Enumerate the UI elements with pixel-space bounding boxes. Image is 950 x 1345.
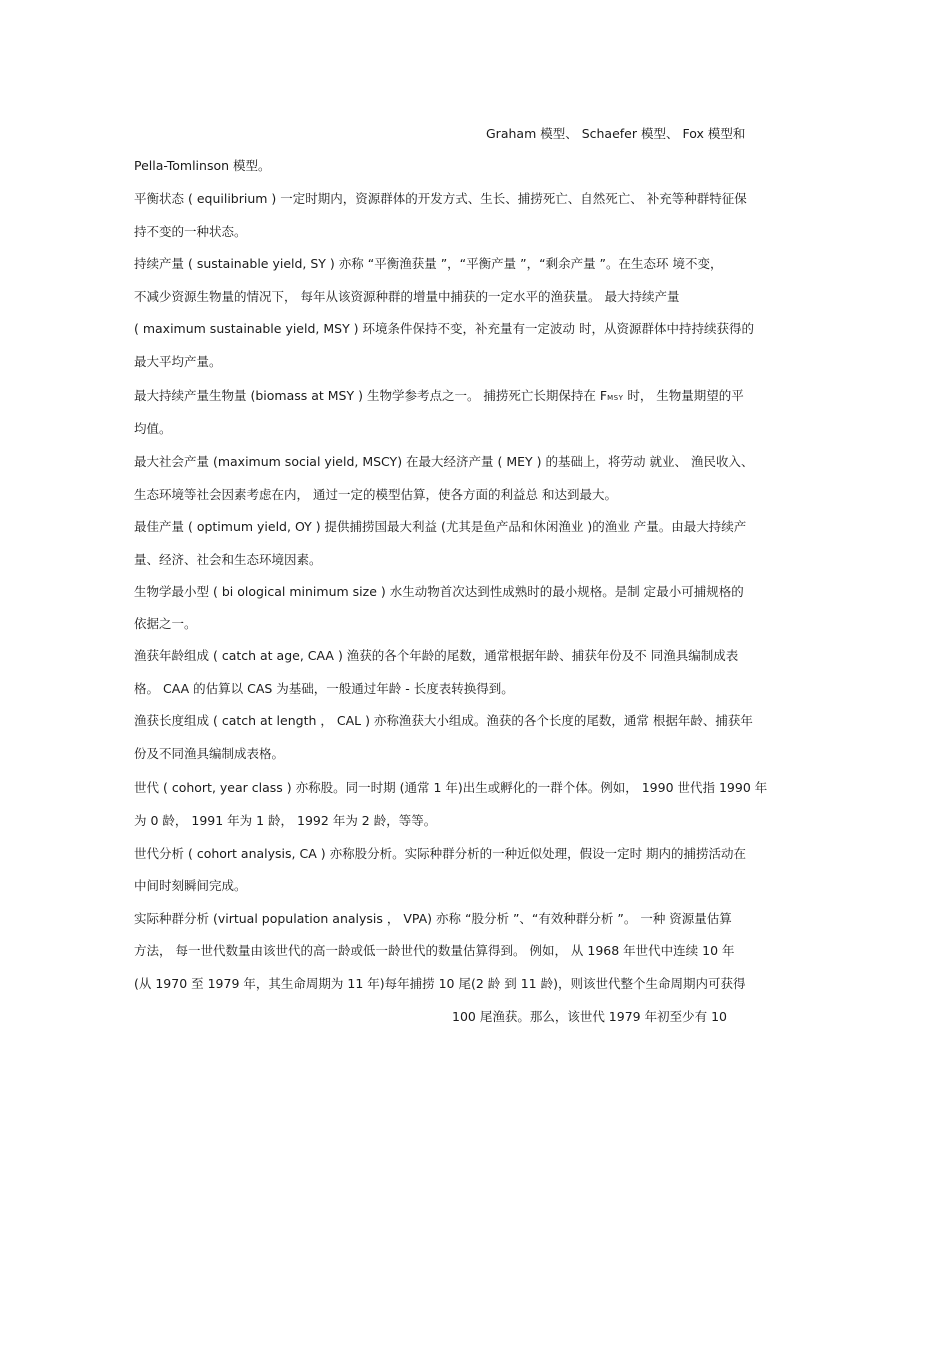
term-cohort: 世代 ( cohort, year class ) 亦称股。同一时期 (通常 1 年)出生或孵化的一群个体。例如， 1990 世代指 1990 年 — [134, 780, 768, 795]
term-sustainable-yield: 持续产量 ( sustainable yield, SY ) 亦称 “平衡渔获量 ”，“平衡产量 ”，“剩余产量 ”。在生态环 境不变， — [134, 256, 723, 271]
text-line: 依据之一。 — [134, 616, 197, 631]
text-line: 不减少资源生物量的情况下， 每年从该资源种群的增量中捕获的一定水平的渔获量。 最大持续产量 — [134, 289, 680, 304]
term-optimum-yield: 最佳产量 ( optimum yield, OY ) 提供捕捞国最大利益 (尤其是鱼产品和休闲渔业 )的渔业 产量。由最大持续产 — [134, 519, 747, 534]
text-line: 持不变的一种状态。 — [134, 224, 247, 239]
term-biomass-at-msy — [134, 388, 824, 406]
term-mscy: 最大社会产量 (maximum social yield, MSCY) 在最大经济产量 ( MEY ) 的基础上，将劳动 就业、 渔民收入、 — [134, 454, 754, 469]
text-line: 量、经济、社会和生态环境因素。 — [134, 552, 322, 567]
text-line: 份及不同渔具编制成表格。 — [134, 746, 285, 761]
text-line: 生态环境等社会因素考虑在内， 通过一定的模型估算，使各方面的利益总 和达到最大。 — [134, 487, 617, 502]
text-line: 100 尾渔获。那么，该世代 1979 年初至少有 10 — [452, 1009, 727, 1024]
term-biological-minimum-size: 生物学最小型 ( bi ological minimum size ) 水生动物首次达到性成熟时的最小规格。是制 定最小可捕规格的 — [134, 584, 744, 599]
text-line: 格。 CAA 的估算以 CAS 为基础，一般通过年龄 - 长度表转换得到。 — [134, 681, 514, 696]
term-caa: 渔获年龄组成 ( catch at age, CAA ) 渔获的各个年龄的尾数，通常根据年龄、捕获年份及不 同渔具编制成表 — [134, 648, 739, 663]
term-equilibrium: 平衡状态 ( equilibrium ) 一定时期内，资源群体的开发方式、生长、捕捞死亡、自然死亡、 补充等种群特征保 — [134, 191, 747, 206]
text-segment: 时， 生物量期望的平 — [623, 388, 744, 403]
term-cohort-analysis: 世代分析 ( cohort analysis, CA ) 亦称股分析。实际种群分析的一种近似处理，假设一定时 期内的捕捞活动在 — [134, 846, 747, 861]
text-line: 均值。 — [134, 421, 172, 436]
text-line: Pella-Tomlinson 模型。 — [134, 158, 271, 173]
text-line: 方法， 每一世代数量由该世代的高一龄或低一龄世代的数量估算得到。 例如， 从 1968 年世代中连续 10 年 — [134, 943, 735, 958]
term-msy: ( maximum sustainable yield, MSY ) 环境条件保持不变，补充量有一定波动 时，从资源群体中持持续获得的 — [134, 321, 755, 336]
text-line: 为 0 龄， 1991 年为 1 龄， 1992 年为 2 龄，等等。 — [134, 813, 437, 828]
text-line: (从 1970 至 1979 年，其生命周期为 11 年)每年捕捞 10 尾(2 龄 到 11 龄)，则该世代整个生命周期内可获得 — [134, 976, 746, 991]
text-line: 中间时刻瞬间完成。 — [134, 878, 247, 893]
text-segment: 最大持续产量生物量 (biomass at MSY ) 生物学参考点之一。 捕捞死亡长期保持在 F — [134, 388, 608, 403]
text-line: Graham 模型、 Schaefer 模型、 Fox 模型和 — [486, 126, 746, 141]
term-cal: 渔获长度组成 ( catch at length ， CAL ) 亦称渔获大小组成。渔获的各个长度的尾数，通常 根据年龄、捕获年 — [134, 713, 753, 728]
text-line: 最大平均产量。 — [134, 354, 222, 369]
term-vpa: 实际种群分析 (virtual population analysis ， VPA) 亦称 “股分析 ”、“有效种群分析 ”。 一种 资源量估算 — [134, 911, 732, 926]
fmsy-subscript: MSY — [607, 394, 624, 402]
